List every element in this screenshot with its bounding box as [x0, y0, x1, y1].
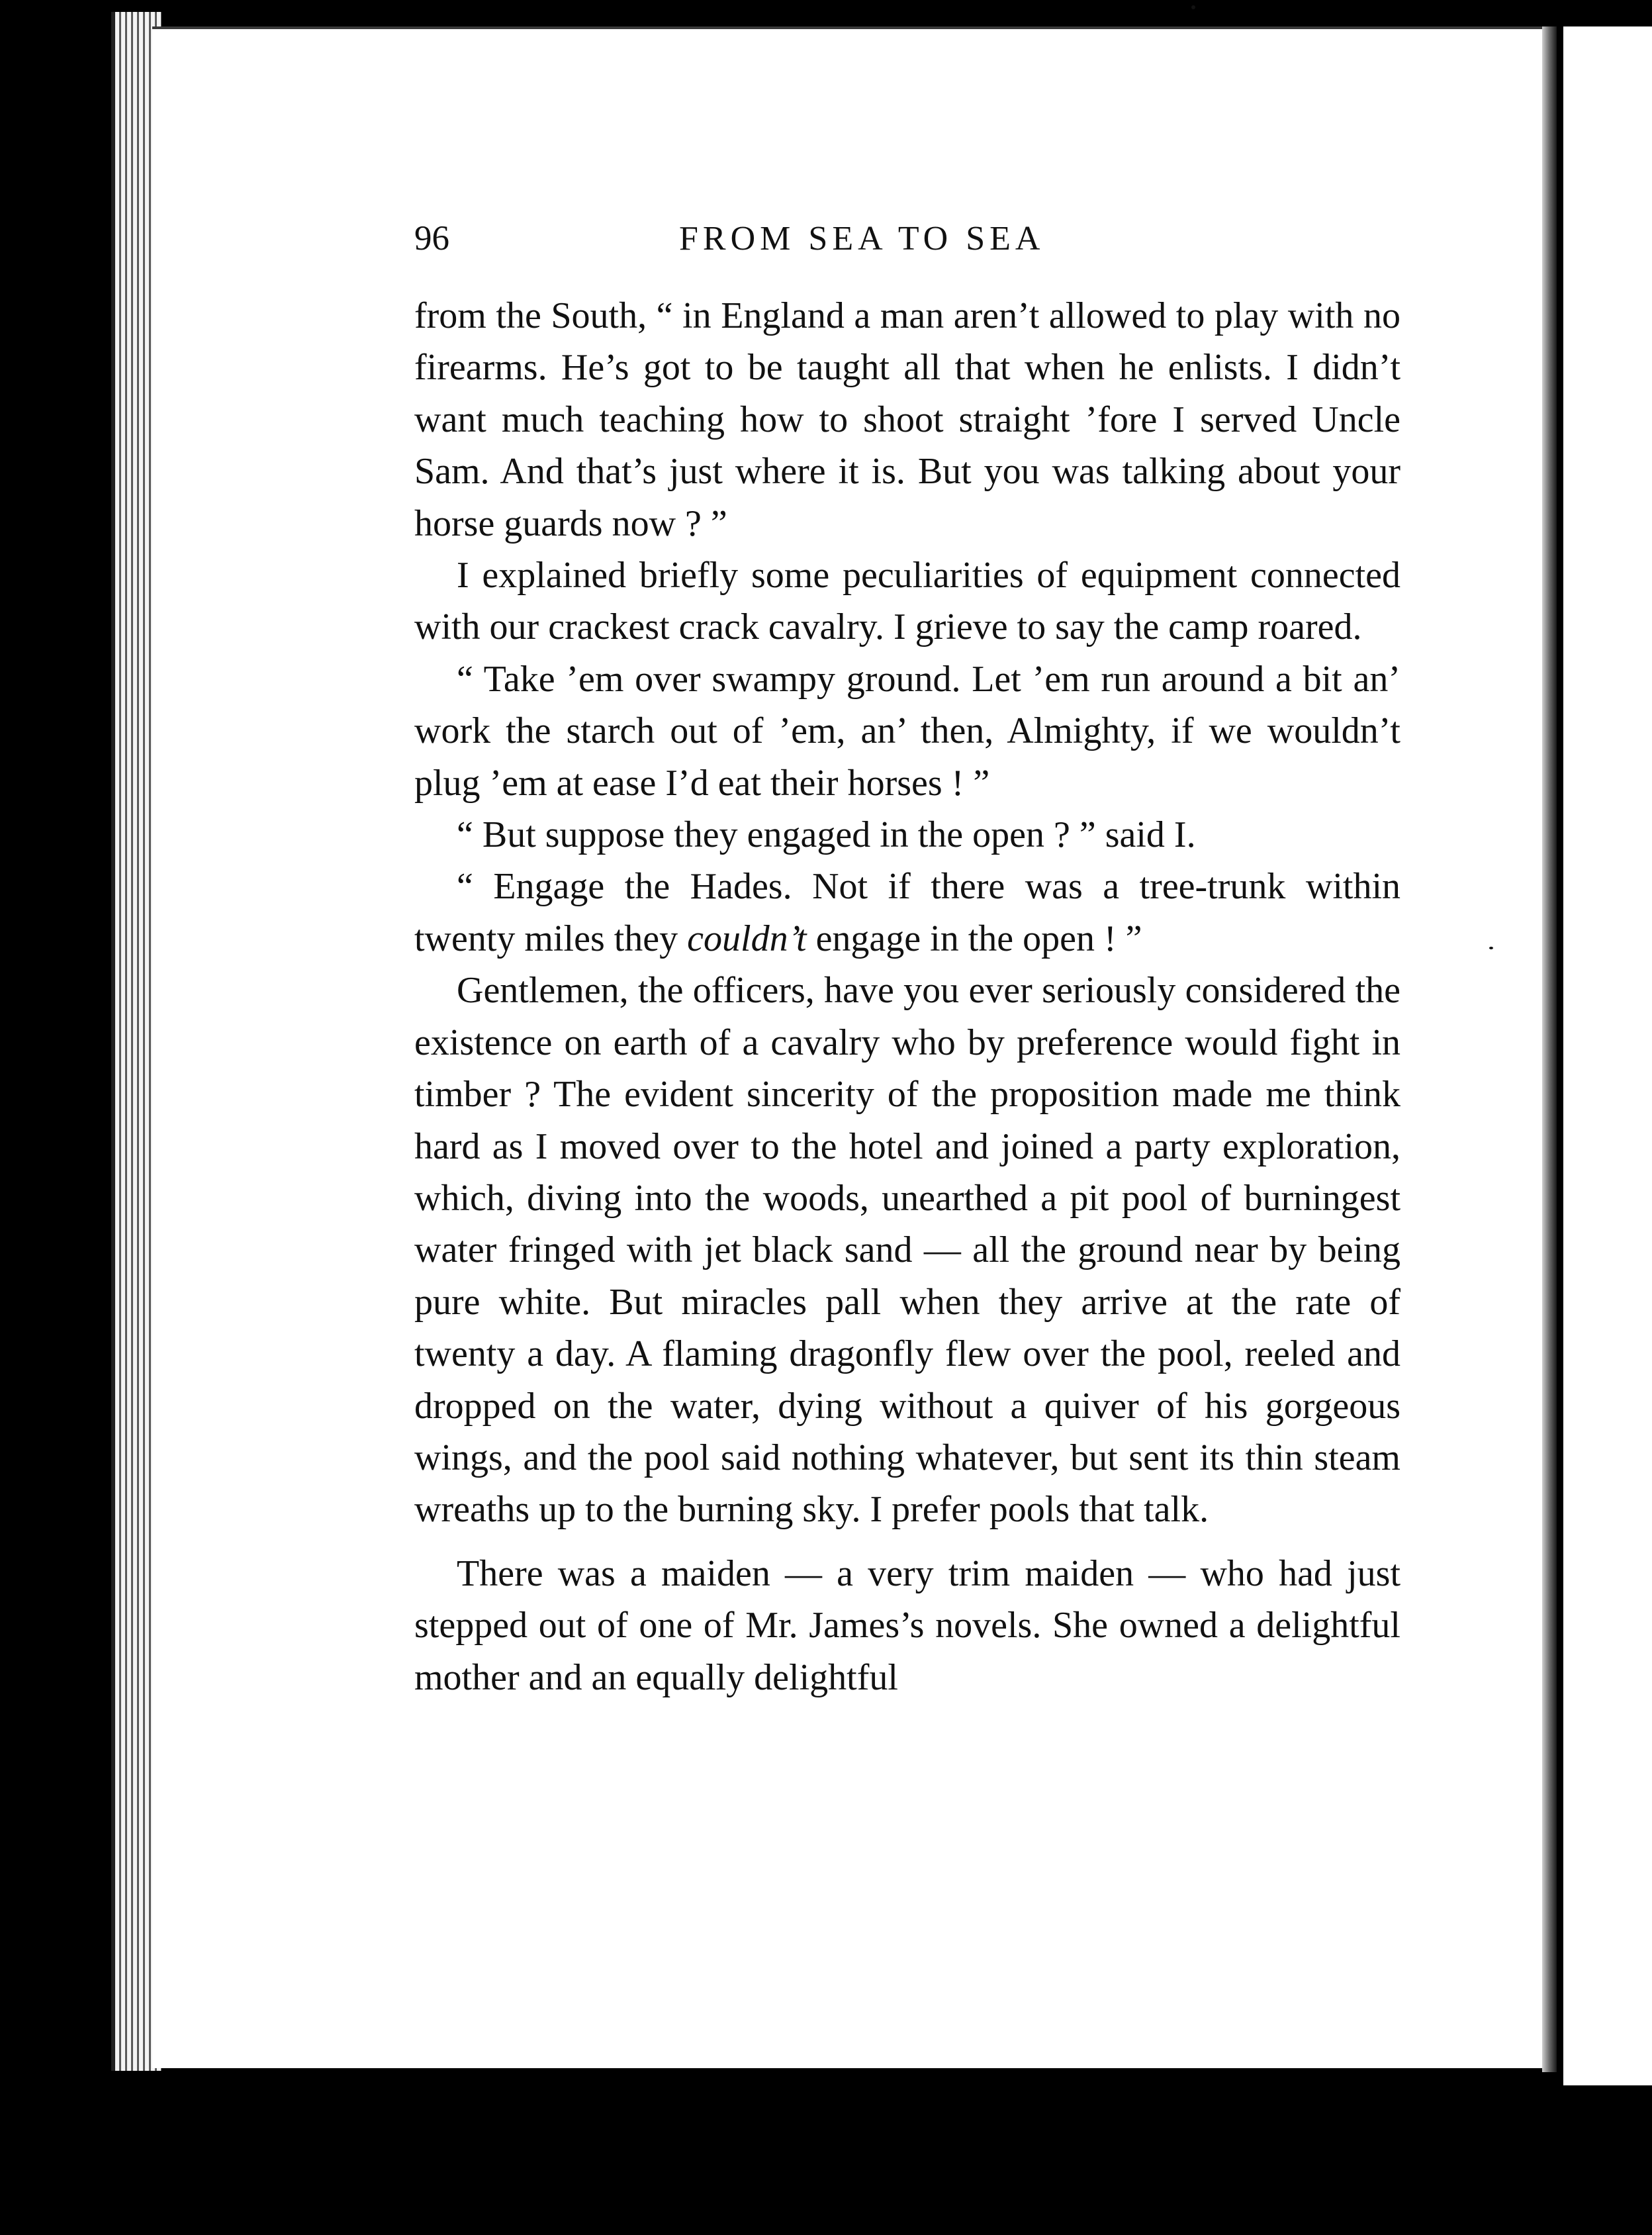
page-number: 96 [414, 219, 449, 258]
scan-speck [1191, 5, 1195, 9]
paragraph-3: “ Take ’em over swampy ground. Let ’em run around a bit an’ work the starch out of ’em, an’ then, Almighty, if we wouldn’t plug ’em at ease I’d eat their horses ! ” [414, 658, 1400, 804]
paragraph-5-italic: couldn’t [687, 918, 807, 959]
paragraph-6: Gentlemen, the officers, have you ever seriously considered the existence on earth of a cavalry who by preference would fight in timber ? The evident sincerity of the proposition made me think hard as I moved over to the hotel and joined a party exploration, which, diving into the woods, unearthed a pit pool of burningest water fringed with jet black sand — all the ground near by being pure white. But miracles pall when they arrive at the rate of twenty a day. A flaming dragonfly flew over the pool, reeled and dropped on the water, dying without a quiver of his gorgeous wings, and the pool said nothing whatever, but sent its thin steam wreaths up to the burning sky. I prefer pools that talk. [414, 970, 1400, 1531]
running-title: FROM SEA TO SEA [679, 220, 1045, 258]
page-gutter-shadow [1542, 26, 1557, 2072]
paragraph-5-end: engage in the open ! ” [806, 918, 1142, 959]
paragraph-2: I explained briefly some peculiarities of equipment connected with our crackest crack cavalry. I grieve to say the camp roared. [414, 555, 1400, 648]
facing-page-edge [1563, 26, 1652, 2085]
paragraph-5-start: “ Engage the Hades. Not if there was a tree-trunk within twenty miles they [414, 866, 1400, 959]
paragraph-7: There was a maiden — a very trim maiden — who had just stepped out of one of Mr. James’s novels. She owned a delightful mother and an equally delightful [414, 1552, 1400, 1698]
paragraph-5 [414, 861, 1400, 965]
scan-speck [1489, 947, 1493, 949]
paragraph-1: from the South, “ in England a man aren’t allowed to play with no firearms. He’s got to be taught all that when he enlists. I didn’t want much teaching how to shoot straight ’fore I served Uncle Sam. And that’s just where it is. But you was talking about your horse guards now ? ” [414, 295, 1400, 544]
paragraph-4: “ But suppose they engaged in the open ? ” said I. [457, 814, 1196, 856]
running-head [414, 218, 1400, 278]
page-text [414, 218, 1400, 1703]
